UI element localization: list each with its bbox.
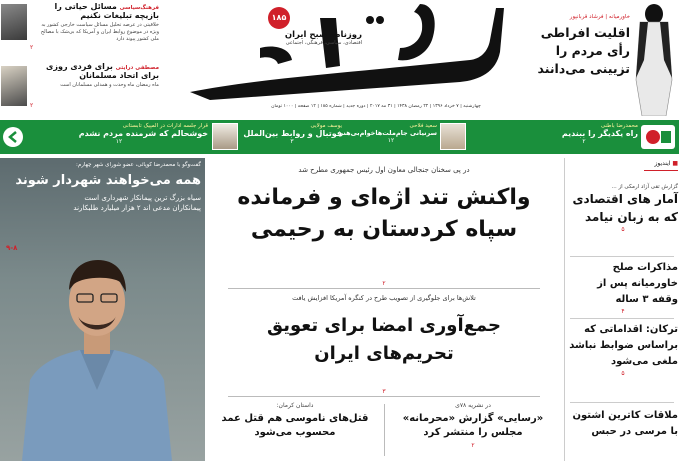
main-stories bbox=[208, 158, 560, 461]
bahar-emblem-icon bbox=[641, 125, 675, 149]
teaser-top-right[interactable] bbox=[520, 0, 679, 118]
lead-headline[interactable] bbox=[208, 182, 560, 246]
story-kicker: داستان کرمان: bbox=[276, 402, 314, 409]
rc-title: ملاقات کاترین اشتون با مرسی در حبس bbox=[572, 410, 678, 437]
author-photo bbox=[1, 4, 27, 40]
right-item-4[interactable] bbox=[568, 408, 678, 440]
strip-item-4[interactable] bbox=[30, 123, 208, 151]
lead-kicker: در پی سخنان جنجالی معاون اول رئیس جمهوری مطرح شد bbox=[298, 166, 470, 174]
story-title: «رسایی» گزارش «محرمانه» مجلس را منتشر کرد bbox=[402, 413, 544, 438]
divider bbox=[228, 288, 540, 289]
teaser-top-left[interactable] bbox=[0, 2, 160, 54]
bottom-story-left[interactable] bbox=[210, 402, 380, 440]
tagline bbox=[262, 30, 362, 46]
tagline-main: روزنامه صبح ایران bbox=[284, 30, 362, 40]
strip-item-3[interactable] bbox=[242, 123, 342, 151]
issue-number: ۱۸۵ bbox=[271, 13, 287, 22]
author-photo bbox=[440, 123, 466, 150]
teaser-kicker: فرهنگ‌سیاسی bbox=[119, 5, 159, 11]
masthead bbox=[0, 0, 679, 120]
strip-title: راه یکدیگر را ببندیم bbox=[561, 129, 638, 138]
teaser-kicker: خاورمیانه | فرشاد قربانپور bbox=[569, 14, 630, 20]
teaser-mid-left[interactable] bbox=[0, 62, 160, 112]
teaser-headline: مسائل حیاتی را بازیچه تبلیغات نکنیم bbox=[54, 2, 159, 20]
strip-page: ۱۲ bbox=[387, 137, 395, 144]
bullet-icon: ■ bbox=[670, 160, 678, 167]
strip-title: فوتبال و روابط بین‌الملل bbox=[243, 129, 342, 138]
rc-kicker: گزارش تقی آزاد ارمکی از ... bbox=[611, 184, 678, 190]
section-label-text: ایندیوز bbox=[654, 160, 671, 167]
issue-badge bbox=[268, 7, 290, 29]
lead-headline-line-2: سپاه کردستان به رحیمی bbox=[250, 217, 518, 242]
second-headline-line-2: تحریم‌های ایران bbox=[314, 343, 454, 364]
feature-kicker: گفت‌وگو با محمدرضا کوپائی، عضو شورای شهر چهارم: bbox=[75, 162, 201, 168]
story-kicker: در نشریه ۷۸ی bbox=[455, 402, 491, 409]
rc-title: ترکان: اقداماتی که براساس ضوابط نباشد ملغی می‌شود bbox=[569, 324, 678, 367]
second-kicker: تلاش‌ها برای جلوگیری از تصویب طرح در کنگره آمریکا افزایش یافت bbox=[292, 294, 476, 302]
item-divider bbox=[570, 256, 674, 257]
tagline-sub: اقتصادی، سیاسی، فرهنگی، اجتماعی bbox=[285, 40, 362, 46]
story-title: قتل‌های ناموسی هم قتل عمد محسوب می‌شود bbox=[221, 413, 369, 438]
teaser-body: ماه رمضان ماه وحدت و همدلی مسلمانان است bbox=[60, 82, 159, 88]
feature-headline: همه می‌خواهند شهردار شوند bbox=[15, 173, 201, 188]
rc-page: ۵ bbox=[621, 370, 625, 377]
second-page: ۳ bbox=[382, 388, 386, 395]
lead-headline-line-1: واکنش تند اژه‌ای و فرمانده bbox=[237, 185, 531, 210]
author-photo bbox=[212, 123, 238, 150]
rc-page: ۵ bbox=[621, 226, 625, 233]
right-item-3[interactable] bbox=[568, 322, 678, 377]
right-item-2[interactable] bbox=[568, 260, 678, 315]
bahar-logo-graphic bbox=[170, 0, 510, 100]
right-column bbox=[564, 158, 679, 461]
strip-page: ۱۲ bbox=[115, 138, 123, 145]
second-headline-line-1: جمع‌آوری امضا برای تعویق bbox=[267, 315, 501, 336]
left-feature[interactable] bbox=[0, 158, 205, 461]
teaser-kicker: مصطفی درایتی bbox=[115, 65, 159, 71]
teaser-headline-line-2: رأی مردم را bbox=[555, 43, 630, 58]
strip-item-2[interactable] bbox=[339, 123, 437, 151]
story-page: ۲ bbox=[471, 442, 475, 449]
dateline: چهارشنبه | ۷ خرداد ۱۳۹۶ | ۲۲ رمضان ۱۴۳۸ | ۳۱ مه ۲۰۱۷ | دوره جدید | شماره ۱۸۵ | ۱۲ صفحه | ۱۰۰۰ تومان bbox=[271, 104, 481, 109]
feature-body: سیاه بزرگ ترین پیمانکار شهرداری است پیمانکاران مدعی اند ۲ هزار میلیارد طلبکارند bbox=[73, 194, 201, 212]
logo-text bbox=[170, 0, 172, 1]
divider bbox=[228, 396, 540, 397]
strip-item-1[interactable] bbox=[530, 123, 638, 151]
second-headline[interactable] bbox=[208, 312, 560, 368]
right-item-1[interactable] bbox=[568, 184, 678, 233]
bottom-story-right[interactable] bbox=[388, 402, 558, 449]
strip-kicker: قرار جلسه ادارات در المپیک تابستانی bbox=[122, 123, 208, 129]
teaser-headline-line-3: تزیینی می‌دانند bbox=[537, 61, 630, 76]
strip-title: خوشحالم که شرمنده مردم نشدم bbox=[78, 129, 208, 138]
column-divider bbox=[384, 404, 385, 456]
feature-page: ۹-۸ bbox=[6, 244, 18, 252]
rc-title: مذاکرات صلح خاورمیانه پس از وقفه ۳ ساله bbox=[597, 262, 678, 305]
logo bbox=[170, 0, 510, 100]
rc-title: آمار های اقتصادی که به زبان نیامد bbox=[572, 192, 678, 224]
rc-page: ۴ bbox=[621, 308, 625, 315]
teaser-page: ۲ bbox=[30, 102, 34, 109]
teaser-headline: برای فردی روزی برای اتحاد مسلمانان bbox=[46, 62, 159, 80]
person-portrait bbox=[22, 250, 172, 461]
lead-page: ۲ bbox=[382, 280, 386, 287]
column-border bbox=[564, 158, 565, 461]
teaser-headline-line-1: اقلیت افراطی bbox=[540, 25, 630, 40]
item-divider bbox=[570, 402, 674, 403]
strip-kicker: سعید فلاحی bbox=[409, 123, 437, 129]
section-label bbox=[644, 160, 678, 171]
woman-figure-icon bbox=[628, 0, 678, 116]
strip-page: ۲ bbox=[582, 138, 586, 145]
teaser-page: ۲ bbox=[30, 44, 34, 51]
strip-kicker: یوسف مولایی bbox=[310, 123, 342, 129]
strip-kicker: محمدرضا باطنی bbox=[600, 123, 638, 129]
teaser-title bbox=[32, 2, 159, 20]
teaser-title bbox=[32, 62, 159, 80]
author-photo bbox=[1, 66, 27, 106]
arrow-icon bbox=[3, 127, 23, 147]
strip-title: سرنیانی جام‌ملت‌هاخوام‌بی‌هنر bbox=[339, 129, 437, 137]
item-divider bbox=[570, 318, 674, 319]
figure-photo bbox=[628, 0, 678, 116]
teaser-body: خلاقیتی در عرصه تحلیل مسائل سیاست خارجی کشور به ویژه در موضوع روابط ایران و آمریکا که بی‌شک با مصالح ملی کشور پیوند دارد bbox=[40, 22, 159, 42]
strip-page: ۳ bbox=[290, 138, 294, 145]
green-strip bbox=[0, 120, 679, 154]
